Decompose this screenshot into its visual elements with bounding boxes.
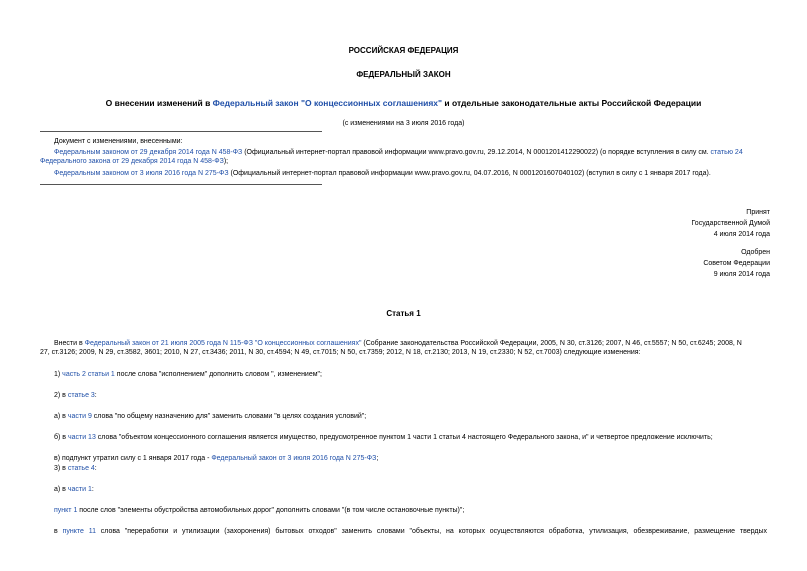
amendment-458-link[interactable]: Федеральным законом от 29 декабря 2014 года N 458-ФЗ bbox=[54, 149, 243, 156]
changes-top-divider bbox=[40, 131, 322, 132]
article-24-link[interactable]: статью 24 bbox=[710, 149, 743, 156]
item-2v-prefix: в) подпункт утратил силу с 1 января 2017 года - bbox=[54, 455, 212, 462]
item-3-text: : bbox=[94, 465, 97, 472]
point-1-text: после слов "элементы обустройства автомобильных дорог" дополнить словами "(в том числе остановочные пункты)"; bbox=[77, 507, 465, 514]
concession-law-link[interactable]: Федеральный закон "О концессионных соглашениях" bbox=[212, 98, 443, 108]
adopted-by: Государственной Думой bbox=[691, 220, 770, 227]
law-title-prefix: О внесении изменений в bbox=[105, 98, 213, 108]
item-3 bbox=[54, 464, 774, 473]
part-1-link[interactable]: части 1 bbox=[67, 486, 92, 493]
point-11-text: слова "переработки и утилизации (захоронения) бытовых отходов" заменить словами "объекты, на которых осуществляются обработка, утилизация, обезвреживание, размещение твердых bbox=[95, 528, 767, 535]
part-13-link[interactable]: части 13 bbox=[67, 434, 96, 441]
item-2a bbox=[54, 412, 774, 421]
adopted-date: 4 июля 2014 года bbox=[713, 231, 770, 238]
change-item-2-text: (Официальный интернет-портал правовой информации www.pravo.gov.ru, 04.07.2016, N 0001201607040102) (вступил в силу с 1 января 2017 года). bbox=[228, 170, 711, 177]
item-2 bbox=[54, 391, 774, 400]
intro-text-a: Внести в bbox=[54, 340, 85, 347]
article-3-link[interactable]: статье 3 bbox=[67, 392, 95, 399]
approved-date: 9 июля 2014 года bbox=[713, 271, 770, 278]
change-item-2 bbox=[54, 169, 774, 178]
law-title-suffix: и отдельные законодательные акты Российской Федерации bbox=[442, 98, 702, 108]
part-2-article-1-link[interactable]: часть 2 статьи 1 bbox=[62, 371, 115, 378]
law-115-link[interactable]: Федеральный закон от 21 июля 2005 года N 115-ФЗ "О концессионных соглашениях" bbox=[84, 340, 362, 347]
item-2b-text: слова "объектом концессионного соглашения является имущество, предусмотренное пунктом 1 части 1 статьи 4 настоящего Федерального закона, и" и четвертое предложение исключить; bbox=[95, 434, 713, 441]
law-title bbox=[0, 98, 807, 108]
item-1-text: после слова "исполнением" дополнить словом ", изменением"; bbox=[114, 371, 322, 378]
item-2-prefix: 2) в bbox=[54, 392, 68, 399]
approved-label: Одобрен bbox=[741, 249, 770, 256]
item-3a bbox=[54, 485, 774, 494]
item-2a-prefix: а) в bbox=[54, 413, 68, 420]
adopted-label: Принят bbox=[746, 209, 770, 216]
part-9-link[interactable]: части 9 bbox=[67, 413, 92, 420]
amended-note: (с изменениями на 3 июля 2016 года) bbox=[342, 120, 465, 127]
country-heading: РОССИЙСКАЯ ФЕДЕРАЦИЯ bbox=[348, 46, 459, 55]
changes-bottom-divider bbox=[40, 184, 322, 185]
article-4-link[interactable]: статье 4 bbox=[67, 465, 95, 472]
law-275-link[interactable]: Федеральный закон от 3 июля 2016 года N 275-ФЗ bbox=[211, 455, 377, 462]
point-1-link[interactable]: пункт 1 bbox=[54, 507, 78, 514]
item-2b bbox=[54, 433, 774, 442]
item-2v-text: ; bbox=[376, 455, 379, 462]
item-3-prefix: 3) в bbox=[54, 465, 68, 472]
law-type-heading: ФЕДЕРАЛЬНЫЙ ЗАКОН bbox=[356, 70, 451, 79]
intro-text-c: 27, ст.3126; 2009, N 29, ст.3582, 3601; 2010, N 27, ст.3436; 2011, N 30, ст.4594; N 49, ст.7015; N 50, ст.7359; 2012, N 18, ст.2130; 2013, N 19, ст.2330; N 52, ст.7003) следующие изменения: bbox=[40, 349, 641, 356]
item-2-text: : bbox=[94, 392, 97, 399]
change-item-1-text: (Официальный интернет-портал правовой информации www.pravo.gov.ru, 29.12.2014, N 0001201412290022) (о порядке вступления в силу см. bbox=[242, 149, 711, 156]
changes-intro: Документ с изменениями, внесенными: bbox=[54, 138, 183, 145]
approved-by: Советом Федерации bbox=[703, 260, 770, 267]
amendment-275-link[interactable]: Федеральным законом от 3 июля 2016 года N 275-ФЗ bbox=[54, 170, 229, 177]
item-point-1 bbox=[54, 506, 774, 515]
item-2v bbox=[54, 454, 774, 463]
amendment-458-link-2[interactable]: Федерального закона от 29 декабря 2014 года N 458-ФЗ bbox=[40, 158, 224, 165]
item-2b-prefix: б) в bbox=[54, 434, 68, 441]
intro-text-b: (Собрание законодательства Российской Федерации, 2005, N 30, ст.3126; 2007, N 46, ст.5557; N 50, ст.6245; 2008, N bbox=[361, 340, 742, 347]
article-heading: Статья 1 bbox=[386, 309, 421, 318]
item-2a-text: слова "по общему назначению для" заменить словами "в целях создания условий"; bbox=[91, 413, 367, 420]
article-intro-paragraph bbox=[40, 339, 770, 357]
point-11-prefix: в bbox=[54, 528, 63, 535]
item-3a-prefix: а) в bbox=[54, 486, 68, 493]
item-point-11 bbox=[54, 527, 767, 536]
change-item-1 bbox=[40, 148, 770, 166]
item-1-prefix: 1) bbox=[54, 371, 63, 378]
change-item-1-end: ); bbox=[223, 158, 229, 165]
point-11-link[interactable]: пункте 11 bbox=[62, 528, 96, 535]
item-1 bbox=[54, 370, 774, 379]
item-3a-text: : bbox=[91, 486, 94, 493]
